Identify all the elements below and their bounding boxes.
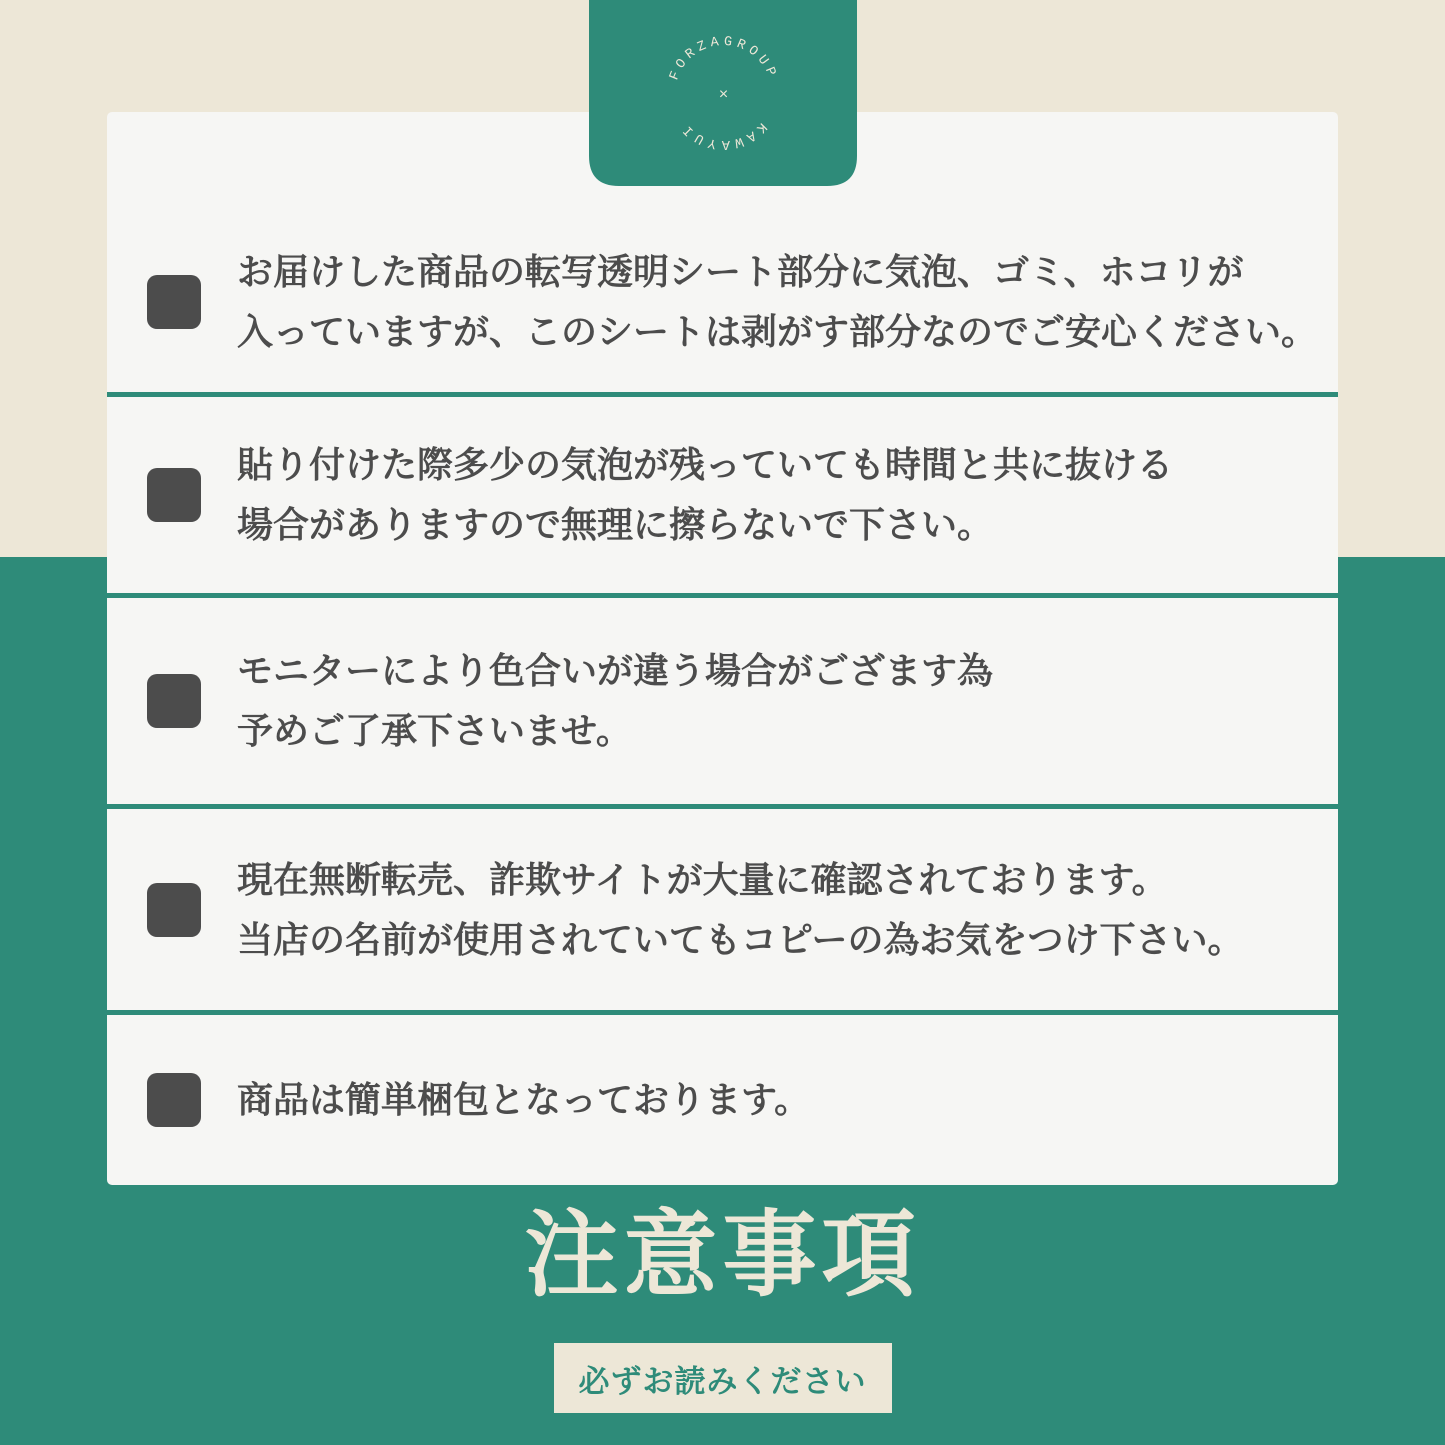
notice-line: 入っていますが、このシートは剥がす部分なのでご安心ください。 bbox=[237, 311, 1318, 352]
logo-arc-bottom-text: KAWAYUI bbox=[677, 118, 770, 151]
brand-badge bbox=[589, 0, 857, 186]
notice-panel bbox=[107, 112, 1338, 1185]
logo-x-separator: × bbox=[718, 86, 729, 104]
bullet-square-icon bbox=[147, 275, 201, 329]
bullet-square-icon bbox=[147, 674, 201, 728]
page-title: 注意事項 bbox=[524, 1202, 921, 1307]
notice-line: お届けした商品の転写透明シート部分に気泡、ゴミ、ホコリが bbox=[237, 251, 1244, 292]
notice-line: 貼り付けた際多少の気泡が残っていても時間と共に抜ける bbox=[237, 444, 1174, 485]
notice-line: モニターにより色合いが違う場合がござます為 bbox=[237, 650, 994, 691]
bullet-square-icon bbox=[147, 1073, 201, 1127]
notice-text bbox=[237, 435, 1173, 555]
bullet-square-icon bbox=[147, 468, 201, 522]
notice-text bbox=[237, 1070, 810, 1130]
notice-item bbox=[107, 397, 1338, 593]
notice-line: 当店の名前が使用されていてもコピーの為お気をつけ下さい。 bbox=[237, 918, 1244, 960]
notice-item bbox=[107, 598, 1338, 804]
notice-item bbox=[107, 809, 1338, 1010]
notice-text bbox=[237, 641, 993, 761]
notice-line: 商品は簡単梱包となっております。 bbox=[237, 1079, 811, 1120]
notice-text bbox=[237, 850, 1244, 970]
notice-line: 予めご了承下さいませ。 bbox=[237, 710, 632, 751]
must-read-label: 必ずお読みください bbox=[554, 1343, 892, 1413]
notice-item bbox=[107, 1015, 1338, 1185]
bullet-square-icon bbox=[147, 883, 201, 937]
notice-line: 場合がありますので無理に擦らないで下さい。 bbox=[237, 504, 994, 545]
logo-arc-top-text: FORZAGROUP bbox=[667, 34, 780, 83]
notice-text bbox=[237, 242, 1317, 362]
notice-line: 現在無断転売、詐欺サイトが大量に確認されております。 bbox=[237, 858, 1168, 900]
